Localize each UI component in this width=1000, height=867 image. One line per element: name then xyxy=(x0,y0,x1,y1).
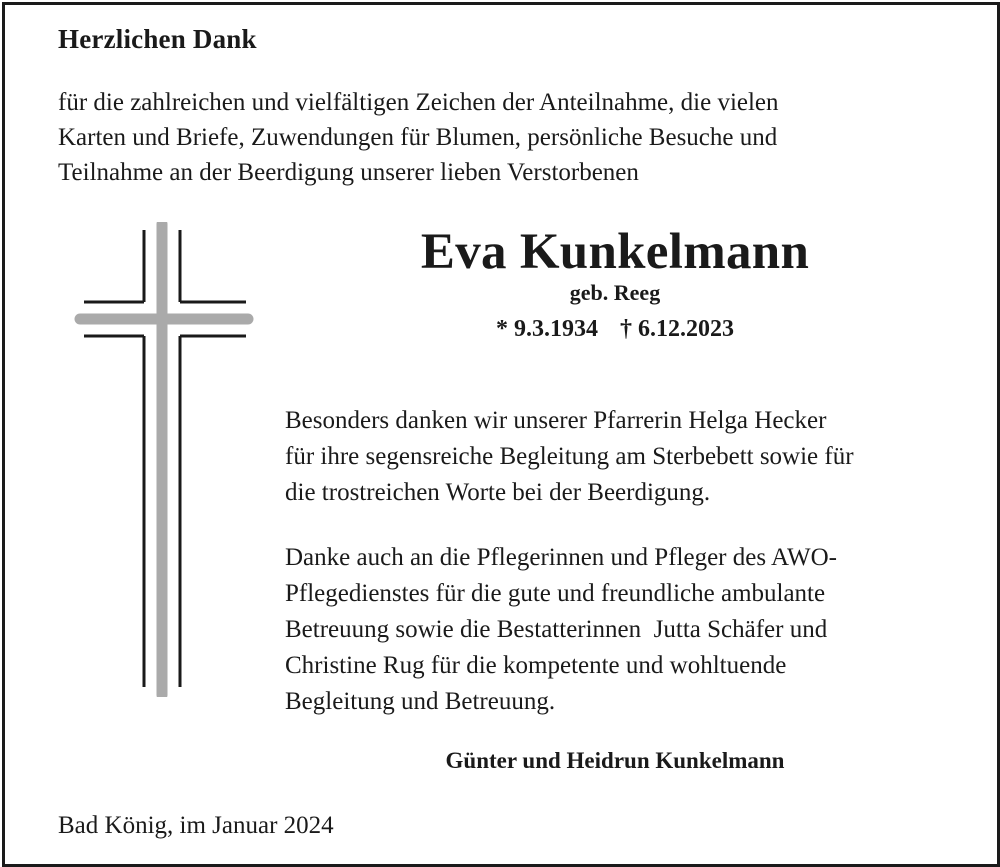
life-dates xyxy=(355,316,875,343)
thanks-line: die trostreichen Worte bei der Beerdigung. xyxy=(285,479,711,506)
thanks-line: Christine Rug für die kompetente und wohltuende xyxy=(285,652,787,679)
notice-heading: Herzlichen Dank xyxy=(58,24,257,54)
intro-text xyxy=(58,85,958,190)
death-date: † 6.12.2023 xyxy=(620,316,734,342)
thanks-line: Betreuung sowie die Bestatterinnen Jutta Schäfer und xyxy=(285,616,828,643)
signature: Günter und Heidrun Kunkelmann xyxy=(445,748,785,773)
maiden-name: geb. Reeg xyxy=(569,280,661,305)
intro-line: für die zahlreichen und vielfältigen Zeichen der Anteilnahme, die vielen xyxy=(58,89,779,116)
place-and-date: Bad König, im Januar 2024 xyxy=(58,812,334,839)
birth-date: * 9.3.1934 xyxy=(496,316,598,342)
thanks-line: für ihre segensreiche Begleitung am Sterbebett sowie für xyxy=(285,443,854,470)
intro-line: Teilnahme an der Beerdigung unserer lieben Verstorbenen xyxy=(58,159,639,186)
cross-icon xyxy=(74,222,254,697)
deceased-name: Eva Kunkelmann xyxy=(420,224,810,280)
thanks-paragraph-pastor xyxy=(285,403,854,511)
thanks-line: Begleitung und Betreuung. xyxy=(285,688,556,715)
thanks-line: Danke auch an die Pflegerinnen und Pfleger des AWO- xyxy=(285,544,837,571)
intro-line: Karten und Briefe, Zuwendungen für Blumen, persönliche Besuche und xyxy=(58,124,778,151)
thanks-line: Pflegedienstes für die gute und freundliche ambulante xyxy=(285,580,826,607)
thanks-line: Besonders danken wir unserer Pfarrerin Helga Hecker xyxy=(285,407,827,434)
thanks-paragraph-care xyxy=(285,540,837,720)
